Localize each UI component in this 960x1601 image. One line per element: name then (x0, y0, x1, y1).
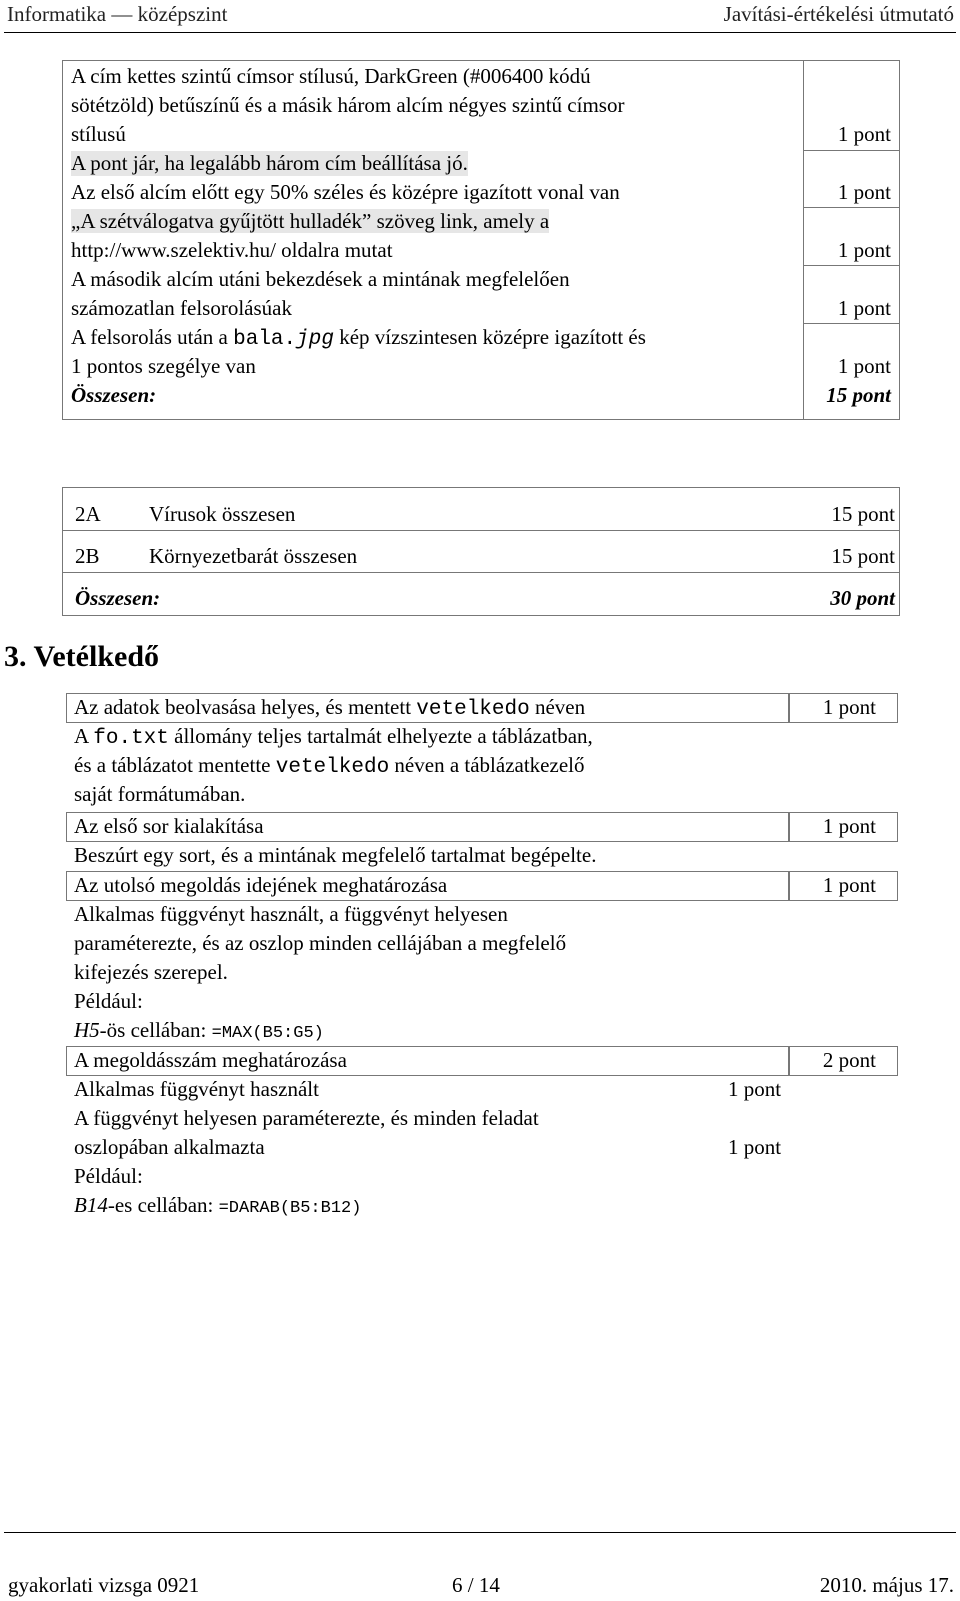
criterion-line-bala: A felsorolás után a bala.jpg kép vízszintesen középre igazított és (71, 325, 646, 351)
page-number: 6 / 14 (452, 1573, 500, 1597)
points-cell: 2 pont (822, 1048, 876, 1072)
description-line: paraméterezte, és az oszlop minden cellájában a megfelelő (74, 931, 567, 955)
header-doc-title: Javítási-értékelési útmutató (723, 2, 954, 26)
header-subject: Informatika — középszint (7, 2, 228, 26)
points-cell: 1 pont (822, 695, 876, 719)
criterion-last-time: Az utolsó megoldás idejének meghatározása (74, 873, 448, 897)
sub-criterion: A függvényt helyesen paraméterezte, és minden feladat (74, 1106, 539, 1130)
points-cell: 1 pont (822, 873, 876, 897)
criterion-solution-count: A megoldásszám meghatározása (74, 1048, 347, 1072)
scoring-table-1 (62, 60, 900, 420)
example-formula-line: H5-ös cellában: =MAX(B5:G5) (74, 1018, 324, 1043)
criterion-line: 1 pontos szegélye van (71, 354, 256, 378)
row-label: Környezetbarát összesen (149, 544, 358, 568)
footer-exam: gyakorlati vizsga 0921 (8, 1573, 200, 1597)
example-label: Például: (74, 1164, 143, 1188)
page-footer (4, 1532, 956, 1597)
row-points: 15 pont (831, 544, 895, 568)
row-points: 15 pont (831, 502, 895, 526)
criterion-note: A pont jár, ha legalább három cím beállítása jó. (71, 151, 468, 175)
points-cell: 1 pont (837, 122, 891, 146)
criterion-first-row: Az első sor kialakítása (74, 814, 264, 838)
table-row (63, 488, 899, 531)
table-row-total (63, 572, 899, 614)
row-label: Vírusok összesen (149, 502, 296, 526)
example-formula-line: B14-es cellában: =DARAB(B5:B12) (74, 1193, 362, 1218)
page-header (4, 0, 956, 33)
criterion-line: sötétzöld) betűszínű és a másik három alcím négyes szintű címsor (71, 93, 625, 117)
table-row (63, 530, 899, 573)
row-code: 2B (75, 544, 100, 568)
description-line: Beszúrt egy sort, és a mintának megfelelő tartalmat begépelte. (74, 843, 597, 867)
total-points: 30 pont (830, 586, 895, 610)
criterion-line: stílusú (71, 122, 126, 146)
row-code: 2A (75, 502, 101, 526)
description-line: kifejezés szerepel. (74, 960, 228, 984)
criterion-line: Az első alcím előtt egy 50% széles és középre igazított vonal van (71, 180, 620, 204)
criterion-line: számozatlan felsorolásúak (71, 296, 292, 320)
criterion-line: A cím kettes szintű címsor stílusú, DarkGreen (#006400 kódú (71, 64, 591, 88)
criterion-line: A második alcím utáni bekezdések a mintának megfelelően (71, 267, 570, 291)
sub-points-cell: 1 pont (728, 1077, 782, 1101)
criterion-link-text: „A szétválogatva gyűjtött hulladék” szöveg link, amely a (71, 209, 550, 233)
description-line: saját formátumában. (74, 782, 246, 806)
points-cell: 1 pont (837, 180, 891, 204)
points-cell: 1 pont (837, 354, 891, 378)
example-label: Például: (74, 989, 143, 1013)
total-label: Összesen: (75, 586, 161, 610)
footer-date: 2010. május 17. (819, 1573, 954, 1597)
sub-criterion: Alkalmas függvényt használt (74, 1077, 319, 1101)
sub-criterion: oszlopában alkalmazta (74, 1135, 265, 1159)
total-points: 15 pont (826, 383, 891, 407)
summary-table (62, 487, 900, 616)
section-title: 3. Vetélkedő (4, 640, 160, 673)
criterion-read-file: Az adatok beolvasása helyes, és mentett vetelkedo néven (74, 695, 586, 721)
description-line: Alkalmas függvényt használt, a függvényt helyesen (74, 902, 508, 926)
points-cell: 1 pont (837, 296, 891, 320)
description-line: A fo.txt állomány teljes tartalmát elhelyezte a táblázatban, (74, 724, 593, 750)
points-cell: 1 pont (822, 814, 876, 838)
total-label: Összesen: (71, 383, 157, 407)
points-cell: 1 pont (837, 238, 891, 262)
criterion-line: http://www.szelektiv.hu/ oldalra mutat (71, 238, 393, 262)
description-line: és a táblázatot mentette vetelkedo néven a táblázatkezelő (74, 753, 585, 779)
sub-points-cell: 1 pont (728, 1135, 782, 1159)
